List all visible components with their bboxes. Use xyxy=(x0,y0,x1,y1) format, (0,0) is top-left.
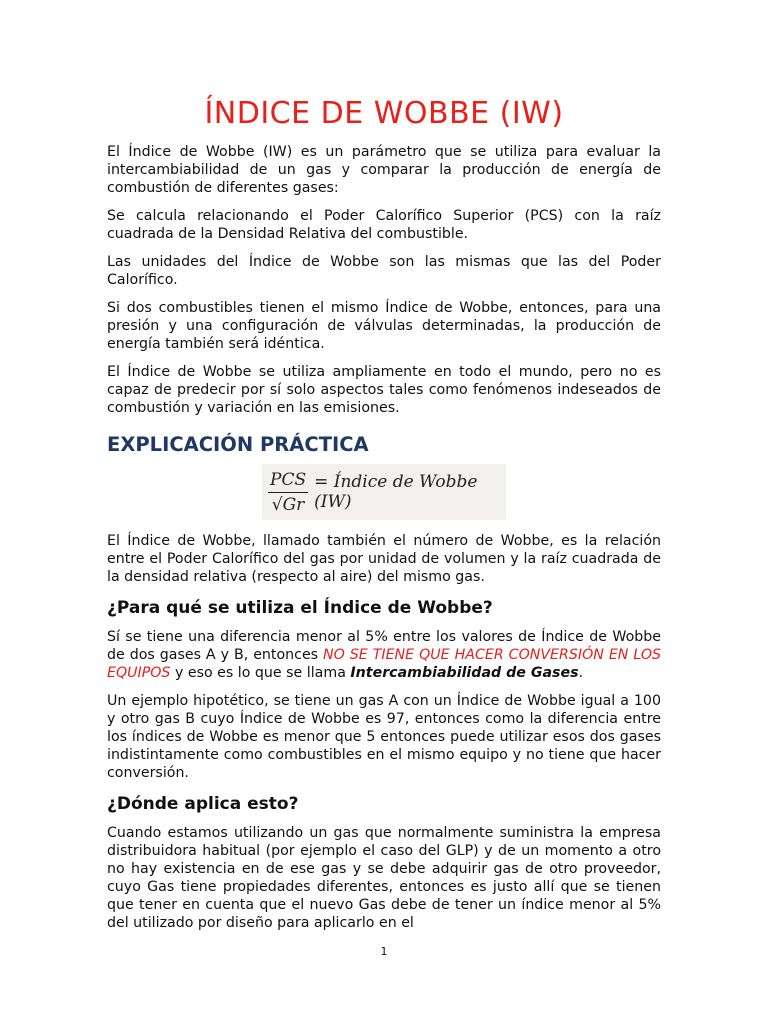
section-heading-explicacion: EXPLICACIÓN PRÁCTICA xyxy=(107,433,369,456)
para-que-paragraph-2: Un ejemplo hipotético, se tiene un gas A con un Índice de Wobbe igual a 100 y otro gas B cuyo Índice de Wobbe es 97, entonces como la diferencia entre los índices de Wobbe es menor que 5 entonces puede utilizar esos dos gases indistintamente como combustibles en el mismo equipo y no tiene que hacer conversión. xyxy=(107,693,661,781)
no-conversion-highlight: NO SE TIENE QUE HACER CONVERSIÓN EN LOS EQUIPOS xyxy=(107,647,662,681)
document-page xyxy=(107,96,661,942)
donde-paragraph: Cuando estamos utilizando un gas que normalmente suministra la empresa distribuidora habitual (por ejemplo el caso del GLP) y de un momento a otro no hay existencia en de ese gas y se debe adquirir gas de otro proveedor, cuyo Gas tiene propiedades diferentes, entonces es justo allí que se tienen que tener en cuenta que el nuevo Gas debe de tener un índice menor al 5% del utilizado por diseño para aplicarlo en el xyxy=(107,825,661,931)
formula-denominator: √Gr xyxy=(271,494,305,515)
para-que-text-end: . xyxy=(578,665,584,681)
document-title: ÍNDICE DE WOBBE (IW) xyxy=(204,96,564,131)
intro-paragraph-2: Se calcula relacionando el Poder Calorífico Superior (PCS) con la raíz cuadrada de la Densidad Relativa del combustible. xyxy=(107,208,661,242)
intercambiabilidad-term: Intercambiabilidad de Gases xyxy=(350,665,579,681)
intro-paragraph-3: Las unidades del Índice de Wobbe son las mismas que las del Poder Calorífico. xyxy=(107,254,661,288)
formula-rhs: = Índice de Wobbe (IW) xyxy=(314,472,478,512)
wobbe-formula-image xyxy=(262,464,506,520)
intro-paragraph-5: El Índice de Wobbe se utiliza ampliamente en todo el mundo, pero no es capaz de predecir por sí solo aspectos tales como fenómenos indeseados de combustión y variación en las emisiones. xyxy=(107,364,661,416)
intro-paragraph-4: Si dos combustibles tienen el mismo Índice de Wobbe, entonces, para una presión y una configuración de válvulas determinadas, la producción de energía también será idéntica. xyxy=(107,300,661,352)
section-heading-para-que: ¿Para qué se utiliza el Índice de Wobbe? xyxy=(107,598,493,618)
intro-paragraph-1: El Índice de Wobbe (IW) es un parámetro que se utiliza para evaluar la intercambiabilidad de un gas y comparar la producción de energía de combustión de diferentes gases: xyxy=(107,144,661,196)
para-que-paragraph-1 xyxy=(107,628,661,682)
explicacion-paragraph: El Índice de Wobbe, llamado también el número de Wobbe, es la relación entre el Poder Calorífico del gas por unidad de volumen y la raíz cuadrada de la densidad relativa (respecto al aire) del mismo gas. xyxy=(107,533,661,585)
formula-numerator: PCS xyxy=(268,470,308,493)
section-heading-donde: ¿Dónde aplica esto? xyxy=(107,794,299,814)
page-number: 1 xyxy=(380,945,388,958)
formula-fraction xyxy=(268,470,308,515)
para-que-text-2: y eso es lo que se llama xyxy=(170,665,351,681)
para-que-text-1: Sí se tiene una diferencia menor al 5% entre los valores de Índice de Wobbe de dos gases A y B, entonces xyxy=(107,629,661,663)
